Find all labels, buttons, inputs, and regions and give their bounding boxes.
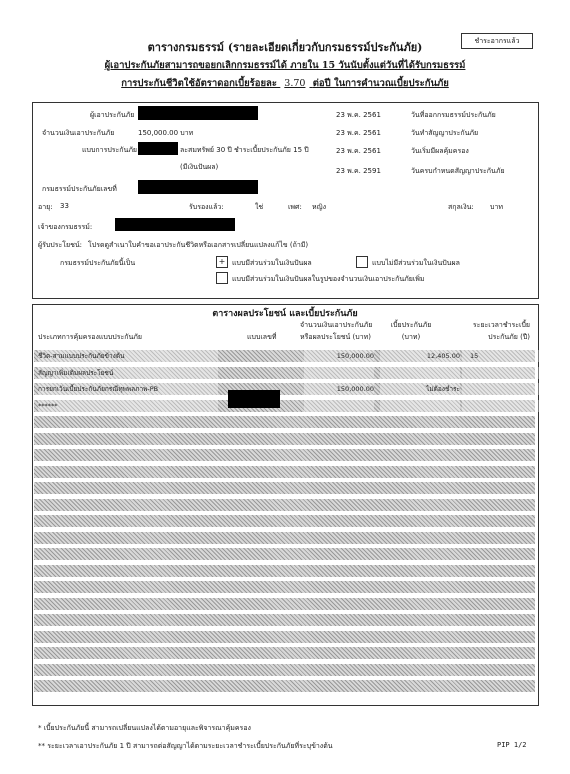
beneficiary-label: ผู้รับประโยชน์: <box>38 241 83 249</box>
insured-label: ผู้เอาประกันภัย <box>90 111 135 119</box>
date-label-2: วันทำสัญญาประกันภัย <box>411 129 479 137</box>
row-premium <box>380 400 460 412</box>
row-period <box>462 400 540 412</box>
row-period <box>462 383 540 395</box>
row-premium: 12,405.00 <box>380 350 460 362</box>
policy-type-label: กรมธรรม์ประกันภัยนี้เป็น <box>60 259 136 267</box>
date-label-1: วันที่ออกกรมธรรม์ประกันภัย <box>411 111 496 119</box>
date-3: 23 พ.ค. 2561 <box>336 147 381 155</box>
footnote-1: * เบี้ยประกันภัยนี้ สามารถเปลี่ยนแปลงได้ตามอายุและพิจารณาคุ้มครอง <box>38 724 251 732</box>
table-row <box>34 565 535 577</box>
table-row <box>34 350 535 362</box>
medical-value: ใช่ <box>255 203 264 211</box>
table-row <box>34 631 535 643</box>
table-row <box>34 466 535 478</box>
row-sum <box>304 367 374 379</box>
redacted-insured-name <box>138 106 258 120</box>
col-period-header-2: ประกันภัย (ปี) <box>488 333 530 341</box>
sex-value: หญิง <box>312 203 326 211</box>
date-2: 23 พ.ค. 2561 <box>336 129 381 137</box>
redacted-plan-no <box>228 390 280 408</box>
row-sum: 150,000.00 <box>304 350 374 362</box>
redacted-policy-no <box>138 180 258 194</box>
sex-label: เพศ: <box>288 203 302 211</box>
row-type: ****** <box>38 400 218 412</box>
row-period: 15 <box>462 350 540 362</box>
table-row <box>34 664 535 676</box>
page-title: ตารางกรมธรรม์ (รายละเอียดเกี่ยวกับกรมธรรม์ประกันภัย) <box>147 41 423 54</box>
col-period-header-1: ระยะเวลาชำระเบี้ย <box>472 321 530 329</box>
table-row <box>34 598 535 610</box>
table-row <box>34 449 535 461</box>
table-row <box>34 367 535 379</box>
sum-label: จำนวนเงินเอาประกันภัย <box>42 129 115 137</box>
medical-label: รับรองแล้ว: <box>189 203 224 211</box>
plan-value: ละสมทรัพย์ 30 ปี ชำระเบี้ยประกันภัย 15 ปี <box>180 146 309 154</box>
currency-value: บาท <box>490 203 503 211</box>
option-no-dividend: แบบไม่มีส่วนร่วมในเงินปันผล <box>372 259 460 267</box>
checkbox-dividend: + <box>216 256 228 268</box>
date-label-4: วันครบกำหนดสัญญาประกันภัย <box>411 167 505 175</box>
row-type: การยกเว้นเบี้ยประกันภัยกรณีทุพพลภาพ-PB <box>38 383 218 395</box>
table-row <box>34 548 535 560</box>
col-sum-header-1: จำนวนเงินเอาประกันภัย <box>300 321 373 329</box>
benefits-title: ตารางผลประโยชน์ และเบี้ยประกันภัย <box>212 309 358 319</box>
option-dividend-sum: แบบมีส่วนร่วมในเงินปันผลในรูปของจำนวนเงินเอาประกันภัยเพิ่ม <box>232 275 425 283</box>
table-row <box>34 400 535 412</box>
col-plan-header: แบบเลขที่ <box>247 333 277 341</box>
footnote-2: ** ระยะเวลาเอาประกันภัย 1 ปี สามารถต่อสัญญาได้ตามระยะเวลาชำระเบี้ยประกันภัยที่ระบุข้างต้น <box>38 742 333 750</box>
table-row <box>34 532 535 544</box>
plan-label: แบบการประกันภัย <box>82 146 138 154</box>
col-prem-header-1: เบี้ยประกันภัย <box>390 321 432 329</box>
redacted-owner <box>115 218 235 231</box>
row-sum: 150,000.00 <box>304 383 374 395</box>
currency-label: สกุลเงิน: <box>448 203 474 211</box>
date-1: 23 พ.ค. 2561 <box>336 111 381 119</box>
policy-no-label: กรมธรรม์ประกันภัยเลขที่ <box>42 185 117 193</box>
table-row <box>34 433 535 445</box>
row-sum <box>304 400 374 412</box>
beneficiary-value: โปรดดูสำเนาใบคำขอเอาประกันชีวิตหรือเอกสารเปลี่ยนแปลงแก้ไข (ถ้ามี) <box>88 241 309 249</box>
col-sum-header-2: หรือผลประโยชน์ (บาท) <box>300 333 372 341</box>
table-row <box>34 515 535 527</box>
table-row <box>34 614 535 626</box>
table-row <box>34 383 535 395</box>
checkbox-dividend-sum <box>216 272 228 284</box>
table-row <box>34 499 535 511</box>
sum-value: 150,000.00 บาท <box>138 129 194 137</box>
col-prem-header-2: (บาท) <box>401 333 421 341</box>
interest-rate-line: การประกันชีวิตใช้อัตราดอกเบี้ยร้อยละ 3.70 ต่อปี ในการคำนวณเบี้ยประกันภัย <box>121 78 449 89</box>
row-premium <box>380 367 460 379</box>
table-row <box>34 482 535 494</box>
plan-value-2: (มีเงินปันผล) <box>180 163 219 171</box>
row-period <box>462 367 540 379</box>
table-row <box>34 581 535 593</box>
paid-stamp: ชำระอากรแล้ว <box>461 33 533 49</box>
table-row <box>34 647 535 659</box>
row-type: สัญญาเพิ่มเติมผลประโยชน์ <box>38 367 218 379</box>
table-row <box>34 416 535 428</box>
row-type: ชีวิต-สามแบบประกันภัยข้างต้น <box>38 350 218 362</box>
date-4: 23 พ.ค. 2591 <box>336 167 381 175</box>
age-label: อายุ: <box>38 203 53 211</box>
redacted-plan <box>138 142 178 155</box>
page-number: PIP 1/2 <box>497 741 527 749</box>
col-type-header: ประเภทการคุ้มครองแบบประกันภัย <box>38 333 142 341</box>
table-row <box>34 680 535 692</box>
checkbox-no-dividend <box>356 256 368 268</box>
cancel-notice: ผู้เอาประกันภัยสามารถขอยกเลิกกรมธรรม์ได้ ภายใน 15 วันนับตั้งแต่วันที่ได้รับกรมธรรม์ <box>104 60 466 71</box>
interest-rate-value: 3.70 <box>284 78 306 89</box>
row-premium: ไม่ต้องชำระ <box>380 383 460 395</box>
age-value: 33 <box>60 202 69 210</box>
owner-label: เจ้าของกรมธรรม์: <box>38 223 93 231</box>
option-dividend: แบบมีส่วนร่วมในเงินปันผล <box>232 259 312 267</box>
date-label-3: วันเริ่มมีผลคุ้มครอง <box>411 147 469 155</box>
